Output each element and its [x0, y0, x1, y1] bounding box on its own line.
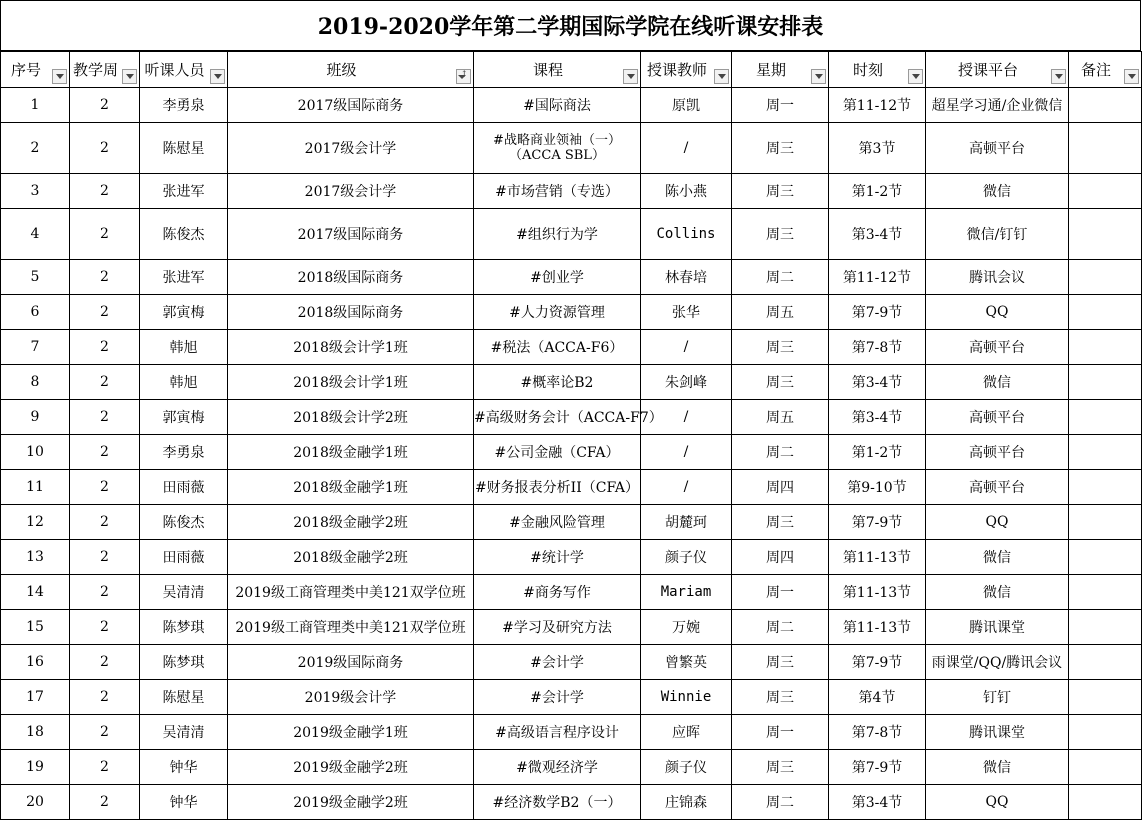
table-row: [1, 174, 1142, 209]
header-label: 班级: [326, 61, 357, 79]
cell-note[interactable]: [1069, 785, 1142, 820]
cell-period[interactable]: 第3-4节: [829, 400, 926, 435]
cell-period[interactable]: 第3-4节: [829, 209, 926, 260]
cell-platform[interactable]: 微信: [926, 365, 1069, 400]
cell-no[interactable]: 11: [1, 470, 70, 505]
cell-course[interactable]: #高级语言程序设计: [474, 715, 641, 750]
header-label: 教学周: [72, 61, 118, 79]
table-row: [1, 295, 1142, 330]
sheet-title: 2019-2020学年第二学期国际学院在线听课安排表: [0, 0, 1141, 51]
cell-period[interactable]: 第7-8节: [829, 715, 926, 750]
cell-period[interactable]: 第4节: [829, 680, 926, 715]
table-body: [1, 88, 1142, 820]
cell-note[interactable]: [1069, 88, 1142, 123]
cell-week[interactable]: 2: [70, 209, 140, 260]
cell-platform[interactable]: 超星学习通/企业微信: [926, 88, 1069, 123]
filter-dropdown-icon[interactable]: [210, 69, 225, 84]
cell-class[interactable]: 2019级金融学1班: [228, 715, 474, 750]
cell-class[interactable]: 2018级金融学1班: [228, 470, 474, 505]
cell-observer[interactable]: 陈慰星: [140, 123, 228, 174]
cell-platform[interactable]: 雨课堂/QQ/腾讯会议: [926, 645, 1069, 680]
cell-note[interactable]: [1069, 645, 1142, 680]
header-label: 授课教师: [646, 61, 707, 79]
cell-week[interactable]: 2: [70, 88, 140, 123]
cell-class[interactable]: 2019级国际商务: [228, 645, 474, 680]
cell-course[interactable]: #国际商法: [474, 88, 641, 123]
cell-no[interactable]: 10: [1, 435, 70, 470]
cell-teacher[interactable]: 林春培: [641, 260, 732, 295]
cell-no[interactable]: 7: [1, 330, 70, 365]
cell-platform[interactable]: 高顿平台: [926, 435, 1069, 470]
cell-week[interactable]: 2: [70, 330, 140, 365]
cell-teacher[interactable]: 胡麓珂: [641, 505, 732, 540]
cell-week[interactable]: 2: [70, 174, 140, 209]
cell-week[interactable]: 2: [70, 540, 140, 575]
cell-platform[interactable]: 腾讯课堂: [926, 610, 1069, 645]
cell-period[interactable]: 第3节: [829, 123, 926, 174]
cell-observer[interactable]: 田雨薇: [140, 540, 228, 575]
cell-period[interactable]: 第7-8节: [829, 330, 926, 365]
cell-class[interactable]: 2018级会计学1班: [228, 330, 474, 365]
cell-week[interactable]: 2: [70, 750, 140, 785]
cell-day[interactable]: 周三: [732, 750, 829, 785]
cell-platform[interactable]: 微信: [926, 174, 1069, 209]
cell-week[interactable]: 2: [70, 123, 140, 174]
cell-course[interactable]: #创业学: [474, 260, 641, 295]
cell-note[interactable]: [1069, 174, 1142, 209]
cell-no[interactable]: 3: [1, 174, 70, 209]
cell-period[interactable]: 第11-12节: [829, 88, 926, 123]
cell-no[interactable]: 20: [1, 785, 70, 820]
cell-platform[interactable]: 高顿平台: [926, 330, 1069, 365]
header-label: 星期: [755, 61, 786, 79]
cell-period[interactable]: 第11-12节: [829, 260, 926, 295]
table-row: [1, 785, 1142, 820]
cell-class[interactable]: 2018级国际商务: [228, 295, 474, 330]
cell-day[interactable]: 周四: [732, 540, 829, 575]
cell-platform[interactable]: 高顿平台: [926, 400, 1069, 435]
cell-course[interactable]: #统计学: [474, 540, 641, 575]
cell-note[interactable]: [1069, 680, 1142, 715]
cell-period[interactable]: 第11-13节: [829, 575, 926, 610]
cell-note[interactable]: [1069, 330, 1142, 365]
filter-dropdown-icon[interactable]: [714, 69, 729, 84]
cell-teacher[interactable]: /: [641, 123, 732, 174]
cell-class[interactable]: 2017级国际商务: [228, 88, 474, 123]
cell-observer[interactable]: 陈梦琪: [140, 645, 228, 680]
cell-day[interactable]: 周三: [732, 680, 829, 715]
cell-observer[interactable]: 田雨薇: [140, 470, 228, 505]
table-row: [1, 680, 1142, 715]
cell-course[interactable]: #商务写作: [474, 575, 641, 610]
cell-note[interactable]: [1069, 400, 1142, 435]
cell-period[interactable]: 第11-13节: [829, 540, 926, 575]
cell-observer[interactable]: 韩旭: [140, 365, 228, 400]
cell-course[interactable]: #人力资源管理: [474, 295, 641, 330]
cell-period[interactable]: 第7-9节: [829, 645, 926, 680]
cell-course[interactable]: #市场营销（专选）: [474, 174, 641, 209]
cell-teacher[interactable]: 张华: [641, 295, 732, 330]
cell-no[interactable]: 5: [1, 260, 70, 295]
table-row: [1, 470, 1142, 505]
cell-observer[interactable]: 张进军: [140, 260, 228, 295]
cell-course[interactable]: #金融风险管理: [474, 505, 641, 540]
header-note[interactable]: [1069, 52, 1142, 88]
cell-no[interactable]: 19: [1, 750, 70, 785]
cell-class[interactable]: 2017级国际商务: [228, 209, 474, 260]
sort-ascending-icon: ↑: [460, 70, 468, 80]
cell-day[interactable]: 周一: [732, 88, 829, 123]
cell-course[interactable]: #概率论B2: [474, 365, 641, 400]
cell-platform[interactable]: QQ: [926, 785, 1069, 820]
cell-no[interactable]: 12: [1, 505, 70, 540]
cell-note[interactable]: [1069, 295, 1142, 330]
cell-note[interactable]: [1069, 505, 1142, 540]
cell-day[interactable]: 周四: [732, 470, 829, 505]
cell-platform[interactable]: 微信: [926, 575, 1069, 610]
cell-no[interactable]: 8: [1, 365, 70, 400]
cell-week[interactable]: 2: [70, 610, 140, 645]
cell-platform[interactable]: 高顿平台: [926, 470, 1069, 505]
table-row: [1, 540, 1142, 575]
cell-observer[interactable]: 陈慰星: [140, 680, 228, 715]
cell-observer[interactable]: 张进军: [140, 174, 228, 209]
cell-class[interactable]: 2018级金融学2班: [228, 540, 474, 575]
cell-teacher[interactable]: Collins: [641, 209, 732, 260]
cell-teacher[interactable]: 颜子仪: [641, 540, 732, 575]
cell-observer[interactable]: 韩旭: [140, 330, 228, 365]
cell-observer[interactable]: 吴清清: [140, 575, 228, 610]
table-row: [1, 715, 1142, 750]
cell-teacher[interactable]: /: [641, 330, 732, 365]
table-row: [1, 123, 1142, 174]
header-observer[interactable]: [140, 52, 228, 88]
cell-day[interactable]: 周一: [732, 715, 829, 750]
cell-week[interactable]: 2: [70, 715, 140, 750]
cell-observer[interactable]: 陈俊杰: [140, 505, 228, 540]
cell-observer[interactable]: 李勇泉: [140, 88, 228, 123]
cell-day[interactable]: 周五: [732, 400, 829, 435]
cell-observer[interactable]: 钟华: [140, 785, 228, 820]
table-row: [1, 750, 1142, 785]
cell-day[interactable]: 周二: [732, 260, 829, 295]
cell-platform[interactable]: 微信: [926, 750, 1069, 785]
header-course[interactable]: [474, 52, 641, 88]
cell-week[interactable]: 2: [70, 575, 140, 610]
cell-day[interactable]: 周二: [732, 785, 829, 820]
cell-period[interactable]: 第7-9节: [829, 295, 926, 330]
cell-platform[interactable]: 腾讯会议: [926, 260, 1069, 295]
cell-no[interactable]: 13: [1, 540, 70, 575]
cell-day[interactable]: 周一: [732, 575, 829, 610]
cell-week[interactable]: 2: [70, 365, 140, 400]
sort-filter-dropdown-icon[interactable]: [456, 69, 471, 84]
cell-day[interactable]: 周三: [732, 330, 829, 365]
table-row: [1, 575, 1142, 610]
cell-no[interactable]: 18: [1, 715, 70, 750]
cell-week[interactable]: 2: [70, 645, 140, 680]
filter-dropdown-icon[interactable]: [52, 69, 67, 84]
cell-platform[interactable]: 微信: [926, 540, 1069, 575]
cell-day[interactable]: 周三: [732, 645, 829, 680]
cell-note[interactable]: [1069, 540, 1142, 575]
cell-note[interactable]: [1069, 435, 1142, 470]
cell-week[interactable]: 2: [70, 435, 140, 470]
cell-no[interactable]: 17: [1, 680, 70, 715]
cell-teacher[interactable]: 庄锦森: [641, 785, 732, 820]
cell-course[interactable]: #税法（ACCA-F6）: [474, 330, 641, 365]
cell-course[interactable]: #高级财务会计（ACCA-F7）: [474, 400, 641, 435]
cell-observer[interactable]: 郭寅梅: [140, 295, 228, 330]
cell-course[interactable]: #会计学: [474, 680, 641, 715]
cell-note[interactable]: [1069, 575, 1142, 610]
cell-teacher[interactable]: Winnie: [641, 680, 732, 715]
cell-observer[interactable]: 吴清清: [140, 715, 228, 750]
cell-no[interactable]: 9: [1, 400, 70, 435]
cell-observer[interactable]: 陈俊杰: [140, 209, 228, 260]
cell-class[interactable]: 2018级金融学1班: [228, 435, 474, 470]
cell-day[interactable]: 周三: [732, 174, 829, 209]
cell-platform[interactable]: 钉钉: [926, 680, 1069, 715]
cell-teacher[interactable]: 朱剑峰: [641, 365, 732, 400]
filter-dropdown-icon[interactable]: [908, 69, 923, 84]
cell-week[interactable]: 2: [70, 260, 140, 295]
cell-no[interactable]: 1: [1, 88, 70, 123]
cell-week[interactable]: 2: [70, 470, 140, 505]
cell-week[interactable]: 2: [70, 680, 140, 715]
cell-class[interactable]: 2017级会计学: [228, 174, 474, 209]
cell-no[interactable]: 4: [1, 209, 70, 260]
cell-teacher[interactable]: 曾繁英: [641, 645, 732, 680]
cell-course[interactable]: #财务报表分析II（CFA）: [474, 470, 641, 505]
cell-course[interactable]: #经济数学B2（一）: [474, 785, 641, 820]
cell-period[interactable]: 第11-13节: [829, 610, 926, 645]
header-platform[interactable]: [926, 52, 1069, 88]
filter-dropdown-icon[interactable]: [811, 69, 826, 84]
cell-period[interactable]: 第1-2节: [829, 174, 926, 209]
cell-course[interactable]: #公司金融（CFA）: [474, 435, 641, 470]
header-week[interactable]: [70, 52, 140, 88]
cell-note[interactable]: [1069, 750, 1142, 785]
cell-week[interactable]: 2: [70, 295, 140, 330]
filter-dropdown-icon[interactable]: [623, 69, 638, 84]
header-teacher[interactable]: [641, 52, 732, 88]
cell-course[interactable]: #战略商业领袖（一）（ACCA SBL）: [474, 123, 641, 174]
cell-note[interactable]: [1069, 260, 1142, 295]
cell-teacher[interactable]: /: [641, 400, 732, 435]
cell-note[interactable]: [1069, 715, 1142, 750]
cell-teacher[interactable]: 万婉: [641, 610, 732, 645]
table-row: [1, 610, 1142, 645]
cell-teacher[interactable]: 陈小燕: [641, 174, 732, 209]
header-row: [1, 52, 1142, 88]
cell-observer[interactable]: 钟华: [140, 750, 228, 785]
header-label: 备注: [1080, 61, 1111, 79]
cell-platform[interactable]: 腾讯课堂: [926, 715, 1069, 750]
cell-class[interactable]: 2019级金融学2班: [228, 785, 474, 820]
cell-teacher[interactable]: Mariam: [641, 575, 732, 610]
table-row: [1, 400, 1142, 435]
cell-no[interactable]: 15: [1, 610, 70, 645]
cell-course[interactable]: #微观经济学: [474, 750, 641, 785]
cell-no[interactable]: 6: [1, 295, 70, 330]
cell-class[interactable]: 2018级会计学1班: [228, 365, 474, 400]
cell-platform[interactable]: QQ: [926, 505, 1069, 540]
cell-class[interactable]: 2017级会计学: [228, 123, 474, 174]
table-row: [1, 365, 1142, 400]
cell-class[interactable]: 2018级会计学2班: [228, 400, 474, 435]
cell-period[interactable]: 第7-9节: [829, 505, 926, 540]
filter-dropdown-icon[interactable]: [1051, 69, 1066, 84]
cell-day[interactable]: 周三: [732, 209, 829, 260]
table-row: [1, 505, 1142, 540]
header-label: 课程: [532, 61, 563, 79]
cell-period[interactable]: 第3-4节: [829, 365, 926, 400]
cell-course[interactable]: #会计学: [474, 645, 641, 680]
cell-day[interactable]: 周二: [732, 435, 829, 470]
cell-class[interactable]: 2019级会计学: [228, 680, 474, 715]
cell-class[interactable]: 2019级金融学2班: [228, 750, 474, 785]
cell-no[interactable]: 2: [1, 123, 70, 174]
cell-observer[interactable]: 陈梦琪: [140, 610, 228, 645]
filter-dropdown-icon[interactable]: [122, 69, 137, 84]
cell-note[interactable]: [1069, 209, 1142, 260]
cell-period[interactable]: 第7-9节: [829, 750, 926, 785]
cell-course[interactable]: #学习及研究方法: [474, 610, 641, 645]
cell-week[interactable]: 2: [70, 505, 140, 540]
header-period[interactable]: [829, 52, 926, 88]
schedule-table: [0, 51, 1142, 820]
header-class[interactable]: [228, 52, 474, 88]
cell-teacher[interactable]: 颜子仪: [641, 750, 732, 785]
cell-class[interactable]: 2018级金融学2班: [228, 505, 474, 540]
cell-class[interactable]: 2019级工商管理类中美121双学位班: [228, 575, 474, 610]
cell-platform[interactable]: 高顿平台: [926, 123, 1069, 174]
cell-no[interactable]: 14: [1, 575, 70, 610]
header-label: 授课平台: [957, 61, 1018, 79]
cell-teacher[interactable]: /: [641, 435, 732, 470]
cell-class[interactable]: 2019级工商管理类中美121双学位班: [228, 610, 474, 645]
header-label: 听课人员: [144, 61, 205, 79]
cell-platform[interactable]: QQ: [926, 295, 1069, 330]
cell-no[interactable]: 16: [1, 645, 70, 680]
filter-dropdown-icon[interactable]: [1124, 69, 1139, 84]
cell-week[interactable]: 2: [70, 785, 140, 820]
cell-note[interactable]: [1069, 123, 1142, 174]
header-day[interactable]: [732, 52, 829, 88]
cell-observer[interactable]: 李勇泉: [140, 435, 228, 470]
cell-day[interactable]: 周三: [732, 123, 829, 174]
cell-class[interactable]: 2018级国际商务: [228, 260, 474, 295]
cell-period[interactable]: 第1-2节: [829, 435, 926, 470]
cell-teacher[interactable]: /: [641, 470, 732, 505]
cell-day[interactable]: 周三: [732, 365, 829, 400]
cell-period[interactable]: 第9-10节: [829, 470, 926, 505]
cell-observer[interactable]: 郭寅梅: [140, 400, 228, 435]
header-label: 时刻: [852, 61, 883, 79]
table-row: [1, 645, 1142, 680]
header-no[interactable]: [1, 52, 70, 88]
cell-note[interactable]: [1069, 610, 1142, 645]
table-row: [1, 330, 1142, 365]
cell-day[interactable]: 周二: [732, 610, 829, 645]
cell-note[interactable]: [1069, 365, 1142, 400]
table-row: [1, 435, 1142, 470]
table-row: [1, 88, 1142, 123]
cell-week[interactable]: 2: [70, 400, 140, 435]
table-row: [1, 260, 1142, 295]
cell-teacher[interactable]: 原凯: [641, 88, 732, 123]
cell-course[interactable]: #组织行为学: [474, 209, 641, 260]
table-row: [1, 209, 1142, 260]
cell-note[interactable]: [1069, 470, 1142, 505]
header-label: 序号: [10, 61, 41, 79]
cell-period[interactable]: 第3-4节: [829, 785, 926, 820]
cell-day[interactable]: 周五: [732, 295, 829, 330]
cell-day[interactable]: 周三: [732, 505, 829, 540]
cell-platform[interactable]: 微信/钉钉: [926, 209, 1069, 260]
cell-teacher[interactable]: 应晖: [641, 715, 732, 750]
